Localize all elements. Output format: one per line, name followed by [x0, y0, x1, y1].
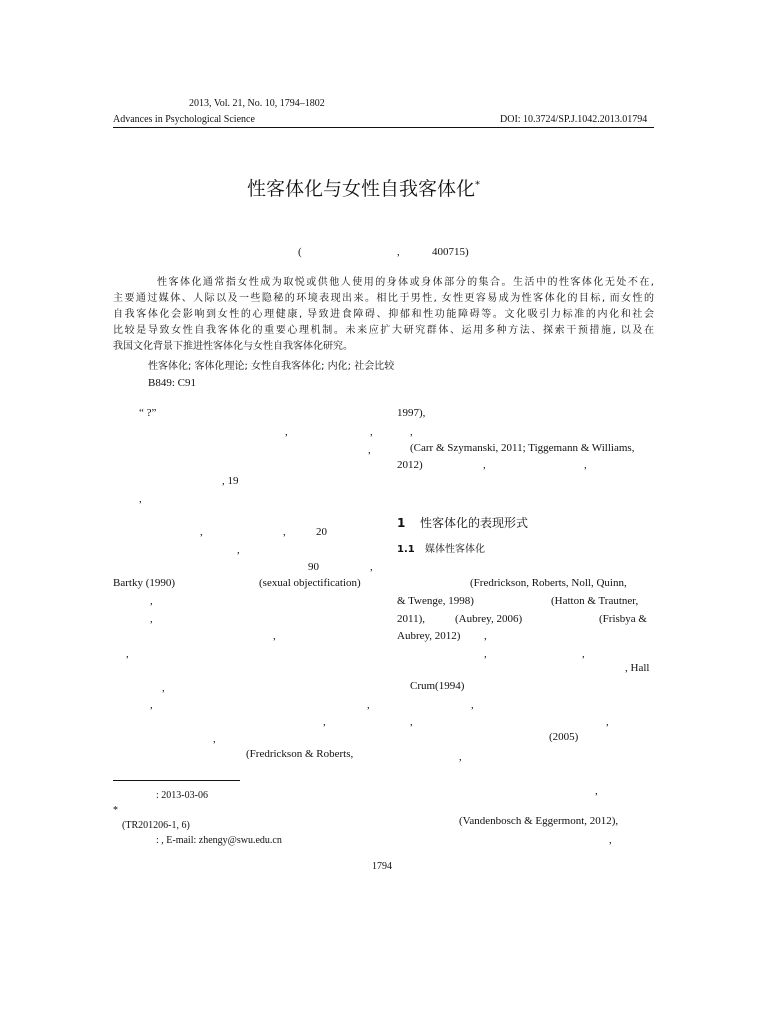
- left-fragment: ,: [285, 426, 288, 438]
- right-citation: & Twenge, 1998): [397, 595, 474, 607]
- footnote-fund: (TR201206-1, 6): [122, 820, 190, 831]
- left-term: (sexual objectification): [259, 577, 361, 589]
- title-footnote-mark: *: [475, 179, 481, 191]
- left-fragment: ,: [126, 648, 129, 660]
- subsection-number: 1.1: [397, 544, 415, 555]
- right-citation: (Vandenbosch & Eggermont, 2012),: [459, 815, 619, 827]
- section-number: 1: [397, 516, 406, 530]
- right-fragment: ,: [459, 751, 462, 763]
- right-citation: Aubrey, 2012): [397, 630, 461, 642]
- header-rule: [113, 127, 654, 128]
- left-fragment: 90: [308, 561, 319, 573]
- abstract-line: 自我客体化会影响到女性的心理健康, 导致进食障碍、抑郁和性功能障碍等。文化吸引力标准的内化和社会: [113, 309, 654, 320]
- left-fragment: ,: [323, 716, 326, 728]
- left-fragment: ,: [237, 544, 240, 556]
- journal-name: Advances in Psychological Science: [113, 114, 255, 125]
- left-fragment: ,: [283, 526, 286, 538]
- footnote-fund-mark: *: [113, 805, 118, 816]
- right-citation: , Hall: [625, 662, 650, 674]
- left-fragment: 20: [316, 526, 327, 538]
- right-fragment: ,: [595, 785, 598, 797]
- right-fragment: 1997),: [397, 407, 426, 419]
- left-fragment: ,: [150, 595, 153, 607]
- right-citation: (Frisbya &: [599, 613, 647, 625]
- footnote-rule: [113, 780, 240, 781]
- page-number: 1794: [372, 861, 392, 872]
- right-fragment: ,: [484, 630, 487, 642]
- left-fragment: ,: [213, 733, 216, 745]
- left-fragment: “ ?”: [139, 407, 157, 419]
- left-fragment: ,: [150, 613, 153, 625]
- right-citation: (Carr & Szymanski, 2011; Tiggemann & Williams,: [410, 442, 635, 454]
- affiliation-comma: ,: [397, 246, 400, 258]
- page-title: [247, 180, 480, 199]
- right-fragment: ,: [471, 699, 474, 711]
- classification-code: B849: C91: [148, 377, 196, 389]
- right-fragment: 2012): [397, 459, 423, 471]
- affiliation-postcode: 400715): [432, 246, 469, 258]
- right-fragment: ,: [606, 716, 609, 728]
- keywords: 性客体化; 客体化理论; 女性自我客体化; 内化; 社会比较: [148, 361, 395, 372]
- right-citation: Crum(1994): [410, 680, 465, 692]
- left-citation: Bartky (1990): [113, 577, 176, 589]
- footnote-contact: : , E-mail: zhengy@swu.edu.cn: [156, 835, 282, 846]
- left-fragment: , 19: [222, 475, 239, 487]
- left-fragment: ,: [200, 526, 203, 538]
- subsection-title: 媒体性客体化: [425, 544, 485, 555]
- affiliation-open: (: [298, 246, 302, 258]
- left-fragment: ,: [368, 444, 371, 456]
- left-fragment: ,: [273, 630, 276, 642]
- left-fragment: ,: [162, 682, 165, 694]
- footnote-received: : 2013-03-06: [156, 790, 208, 801]
- section-title: 性客体化的表现形式: [420, 516, 529, 530]
- right-citation: (Aubrey, 2006): [455, 613, 523, 625]
- right-fragment: ,: [609, 834, 612, 846]
- right-fragment: ,: [410, 716, 413, 728]
- left-fragment: ,: [367, 699, 370, 711]
- doi: DOI: 10.3724/SP.J.1042.2013.01794: [500, 114, 648, 125]
- title-text: 性客体化与女性自我客体化: [247, 178, 476, 200]
- left-fragment: ,: [150, 699, 153, 711]
- abstract-line: 性客体化通常指女性成为取悦或供他人使用的身体或身体部分的集合。生活中的性客体化无处不在,: [157, 277, 654, 288]
- right-citation: (Hatton & Trautner,: [551, 595, 639, 607]
- abstract-line: 我国文化背景下推进性客体化与女性自我客体化研究。: [113, 341, 353, 352]
- left-fragment: ,: [370, 426, 373, 438]
- right-fragment: ,: [584, 459, 587, 471]
- right-fragment: ,: [410, 426, 413, 438]
- right-citation: 2011),: [397, 613, 426, 625]
- right-citation: (2005): [549, 731, 579, 743]
- right-fragment: ,: [582, 648, 585, 660]
- abstract-line: 主要通过媒体、人际以及一些隐秘的环境表现出来。相比于男性, 女性更容易成为性客体化的目标, 而女性的: [113, 293, 654, 304]
- right-fragment: ,: [484, 648, 487, 660]
- abstract-line: 比较是导致女性自我客体化的重要心理机制。未来应扩大研究群体、运用多种方法、探索干预措施, 以及在: [113, 325, 654, 336]
- journal-citation: 2013, Vol. 21, No. 10, 1794–1802: [189, 98, 325, 109]
- left-citation: (Fredrickson & Roberts,: [246, 748, 354, 760]
- left-fragment: ,: [370, 561, 373, 573]
- right-citation: (Fredrickson, Roberts, Noll, Quinn,: [470, 577, 627, 589]
- left-fragment: ,: [139, 493, 142, 505]
- right-fragment: ,: [483, 459, 486, 471]
